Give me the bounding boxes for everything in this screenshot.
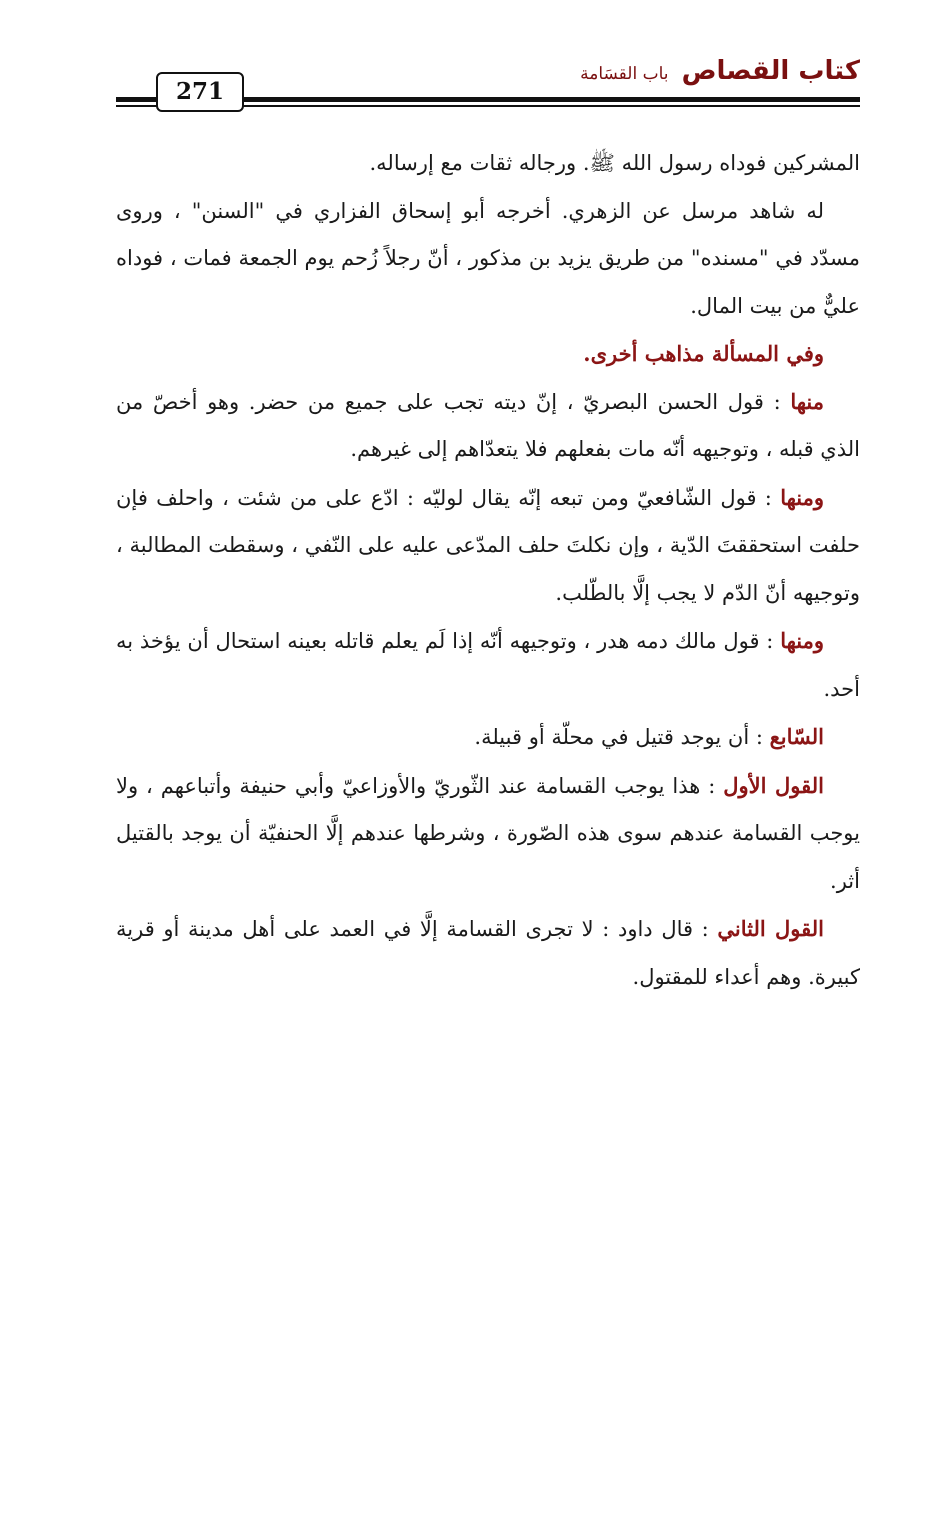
paragraph-2: له شاهد مرسل عن الزهري. أخرجه أبو إسحاق الفزاري في "السنن" ، وروى مسدّد في "مسنده" من طريق يزيد بن مذكور ، أنّ رجلاً زُحم يوم الجمعة فمات ، فوداه عليٌّ من بيت المال.	[116, 198, 860, 318]
paragraph-6-text: : أن يوجد قتيل في محلّة أو قبيلة.	[474, 725, 770, 749]
chapter-title: باب القسَامة	[580, 64, 669, 84]
book-title: كتاب القصاص	[681, 56, 860, 86]
paragraph-7-text: : هذا يوجب القسامة عند الثّوريّ والأوزاعيّ وأبي حنيفة وأتباعهم ، ولا يوجب القسامة عندهم سوى هذه الصّورة ، وشرطها عندهم إلَّا الحنفيّة أن يوجد بالقتيل أثر.	[116, 773, 860, 893]
section-heading: وفي المسألة مذاهب أخرى.	[583, 341, 824, 366]
paragraph-3-text: : قول الحسن البصريّ ، إنّ ديته تجب على جميع من حضر. وهو أخصّ من الذي قبله ، وتوجيهه أنّه مات بفعلهم فلا يتعدّاهم إلى غيرهم.	[116, 389, 860, 461]
paragraph-3-label: منها	[790, 388, 824, 414]
paragraph-5	[116, 617, 860, 713]
page-body	[116, 140, 860, 1001]
paragraph-1: المشركين فوداه رسول الله ﷺ. ورجاله ثقات مع إرساله.	[369, 151, 860, 175]
paragraph-4-text: : قول الشّافعيّ ومن تبعه إنّه يقال لوليّه : ادّع على من شئت ، واحلف فإن حلفت استحققتَ الدّية ، وإن نكلتَ حلف المدّعى عليه على النّفي ، وسقطت المطالبة ، وتوجيهه أنّ الدّم لا يجب إلَّا بالطّلب.	[116, 485, 860, 605]
paragraph-5-label: ومنها	[780, 628, 824, 653]
paragraph-4	[116, 474, 860, 618]
page-header	[116, 50, 860, 110]
paragraph-3	[116, 378, 860, 474]
paragraph-7	[116, 762, 860, 906]
paragraph-8-label: القول الثاني	[717, 916, 824, 941]
page-number: 271	[156, 72, 244, 112]
paragraph-6	[116, 713, 860, 762]
paragraph-6-label: السّابع	[769, 724, 824, 749]
paragraph-8	[116, 905, 860, 1001]
paragraph-8-text: : قال داود : لا تجرى القسامة إلَّا في العمد على أهل مدينة أو قرية كبيرة. وهم أعداء للمقتول.	[116, 917, 860, 989]
paragraph-7-label: القول الأول	[723, 772, 825, 798]
running-title	[580, 56, 860, 86]
paragraph-5-text: : قول مالك دمه هدر ، وتوجيهه أنّه إذا لَم يعلم قاتله بعينه استحال أن يؤخذ به أحد.	[116, 629, 860, 701]
paragraph-4-label: ومنها	[780, 484, 824, 510]
